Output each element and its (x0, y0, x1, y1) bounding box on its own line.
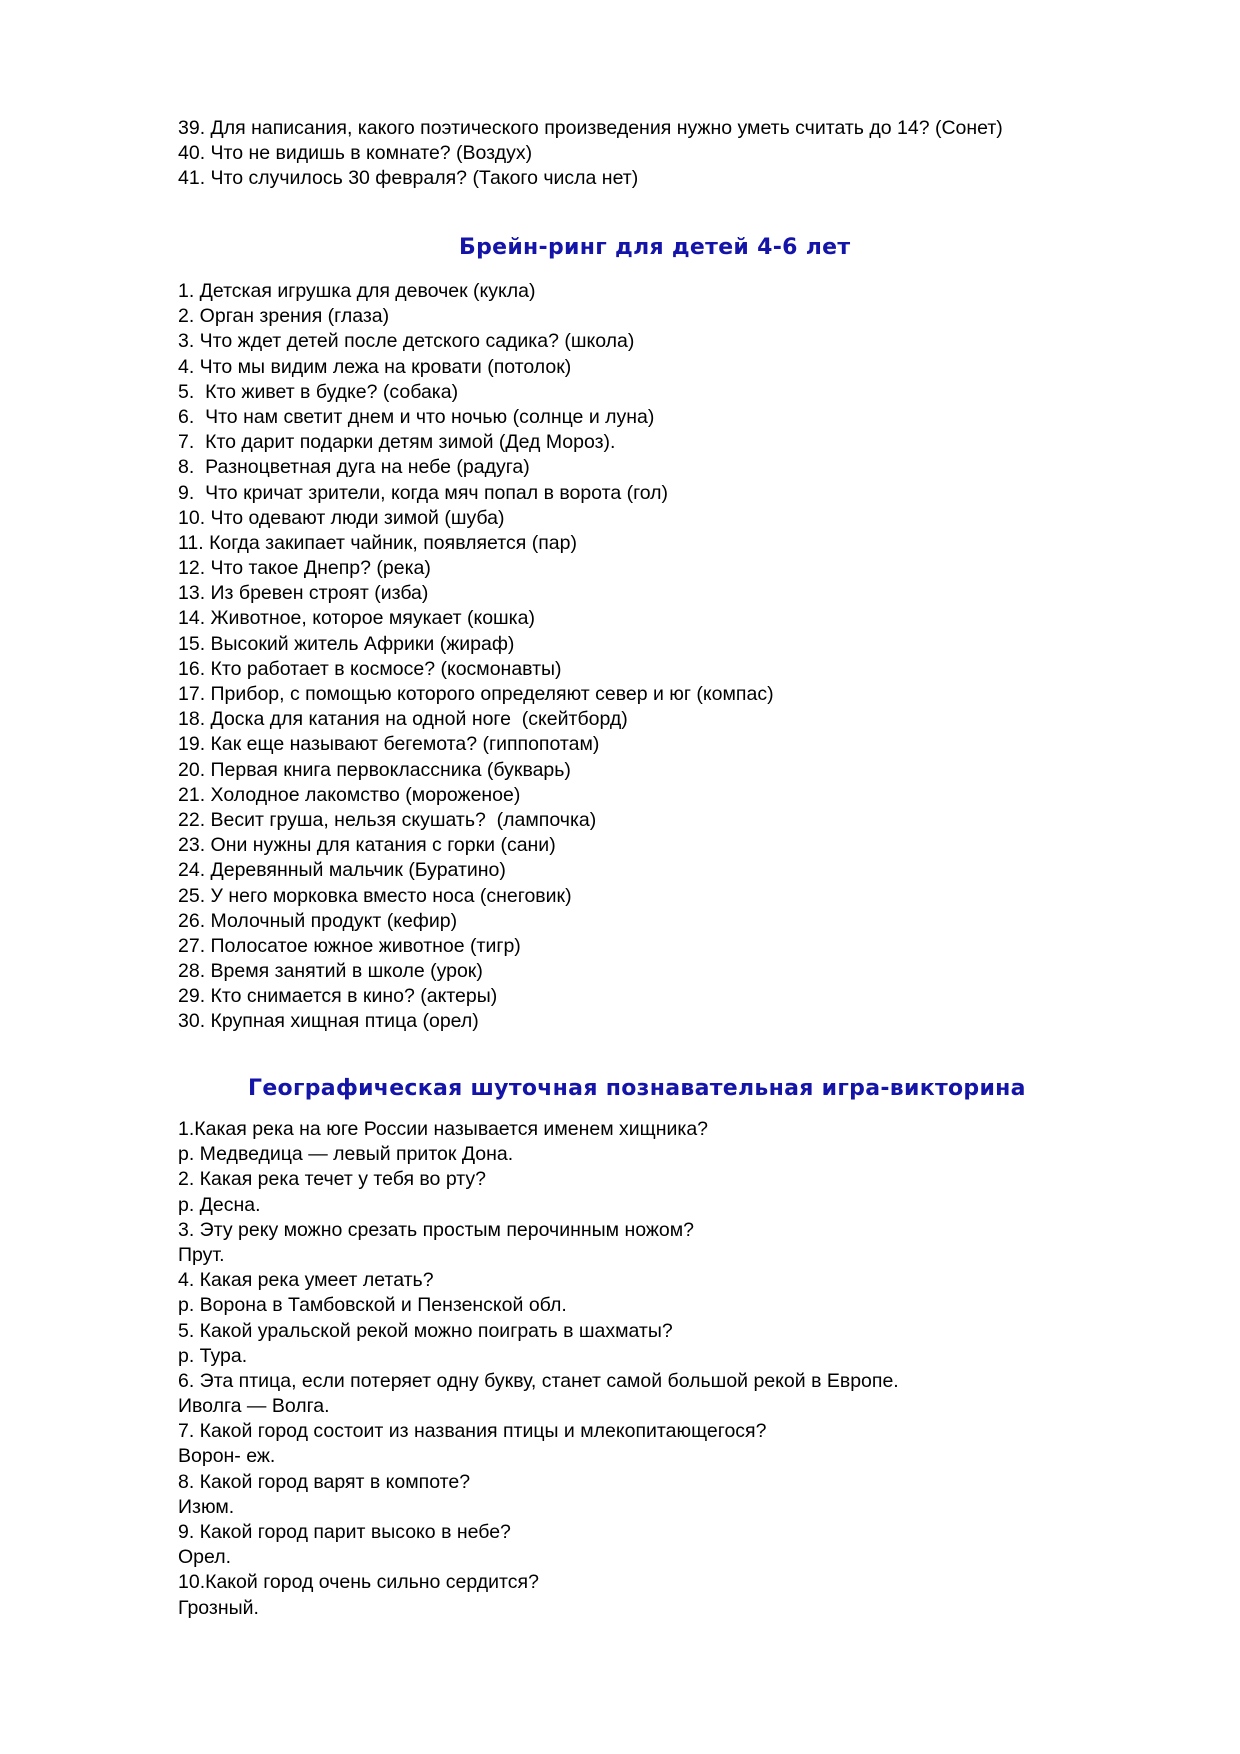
list-item: 11. Когда закипает чайник, появляется (пар) (178, 531, 577, 554)
list-item: 3. Эту реку можно срезать простым перочинным ножом? (178, 1218, 695, 1241)
list-item: 27. Полосатое южное животное (тигр) (178, 934, 521, 957)
list-item: 2. Орган зрения (глаза) (178, 305, 390, 328)
list-item: 8. Разноцветная дуга на небе (радуга) (178, 456, 530, 479)
list-item: Грозный. (178, 1596, 259, 1619)
list-item: р. Ворона в Тамбовской и Пензенской обл. (178, 1294, 567, 1317)
list-item: 22. Весит груша, нельзя скушать? (лампочка) (178, 808, 597, 831)
list-item: 2. Какая река течет у тебя во рту? (178, 1168, 486, 1191)
list-item: 6. Что нам светит днем и что ночью (солнце и луна) (178, 405, 655, 428)
list-item: 26. Молочный продукт (кефир) (178, 909, 458, 932)
list-item: 9. Какой город парит высоко в небе? (178, 1521, 511, 1543)
list-item: 3. Что ждет детей после детского садика? (школа) (178, 330, 635, 353)
list-item: 28. Время занятий в школе (урок) (178, 960, 483, 983)
list-item: 5. Какой уральской рекой можно поиграть в шахматы? (178, 1319, 673, 1342)
list-item: 9. Что кричат зрители, когда мяч попал в ворота (гол) (178, 481, 669, 504)
list-item: 7. Кто дарит подарки детям зимой (Дед Мороз). (178, 431, 616, 454)
list-item: Прут. (178, 1243, 225, 1266)
list-item: 17. Прибор, с помощью которого определяют север и юг (компас) (178, 683, 774, 705)
list-item: Ворон- еж. (178, 1445, 276, 1468)
list-item: 15. Высокий житель Африки (жираф) (178, 632, 515, 655)
list-item: 13. Из бревен строят (изба) (178, 582, 429, 605)
list-item: р. Тура. (178, 1344, 248, 1367)
list-item: 19. Как еще называют бегемота? (гиппопотам) (178, 733, 600, 756)
list-item: 30. Крупная хищная птица (орел) (178, 1010, 479, 1033)
list-item: 4. Какая река умеет летать? (178, 1269, 434, 1292)
brain-ring-question-list (178, 279, 1138, 1035)
geo-quiz-question-list (178, 1117, 1138, 1621)
list-item: р. Десна. (178, 1193, 261, 1216)
list-item: 24. Деревянный мальчик (Буратино) (178, 859, 506, 882)
list-item: Иволга — Волга. (178, 1395, 330, 1418)
list-item: 29. Кто снимается в кино? (актеры) (178, 985, 498, 1008)
list-item: 12. Что такое Днепр? (река) (178, 557, 431, 580)
list-item: 10. Что одевают люди зимой (шуба) (178, 506, 505, 529)
list-item: 8. Какой город варят в компоте? (178, 1470, 471, 1493)
list-item: 41. Что случилось 30 февраля? (Такого числа нет) (178, 167, 639, 190)
list-item: 7. Какой город состоит из названия птицы и млекопитающегося? (178, 1420, 767, 1443)
list-item: Изюм. (178, 1495, 235, 1518)
list-item: 18. Доска для катания на одной ноге (скейтборд) (178, 708, 628, 731)
list-item: 39. Для написания, какого поэтического произведения нужно уметь считать до 14? (Сонет) (178, 117, 1003, 139)
geo-quiz-heading: Географическая шуточная познавательная игра-викторина (248, 1076, 1026, 1101)
list-item: 1. Детская игрушка для девочек (кукла) (178, 280, 536, 302)
intro-question-list (178, 116, 1138, 192)
list-item: 5. Кто живет в будке? (собака) (178, 380, 459, 403)
list-item: 23. Они нужны для катания с горки (сани) (178, 834, 556, 857)
list-item: 16. Кто работает в космосе? (космонавты) (178, 657, 562, 680)
list-item: 21. Холодное лакомство (мороженое) (178, 783, 521, 806)
list-item: 1.Какая река на юге России называется именем хищника? (178, 1118, 709, 1140)
list-item: р. Медведица — левый приток Дона. (178, 1143, 514, 1166)
brain-ring-heading: Брейн-ринг для детей 4-6 лет (459, 235, 851, 260)
list-item: 10.Какой город очень сильно сердится? (178, 1571, 539, 1594)
list-item: 6. Эта птица, если потеряет одну букву, станет самой большой рекой в Европе. (178, 1369, 899, 1392)
list-item: 4. Что мы видим лежа на кровати (потолок) (178, 355, 572, 378)
list-item: Орел. (178, 1546, 232, 1569)
list-item: 20. Первая книга первоклассника (букварь) (178, 758, 571, 781)
list-item: 14. Животное, которое мяукает (кошка) (178, 607, 535, 630)
list-item: 25. У него морковка вместо носа (снеговик) (178, 884, 572, 907)
list-item: 40. Что не видишь в комнате? (Воздух) (178, 142, 533, 165)
